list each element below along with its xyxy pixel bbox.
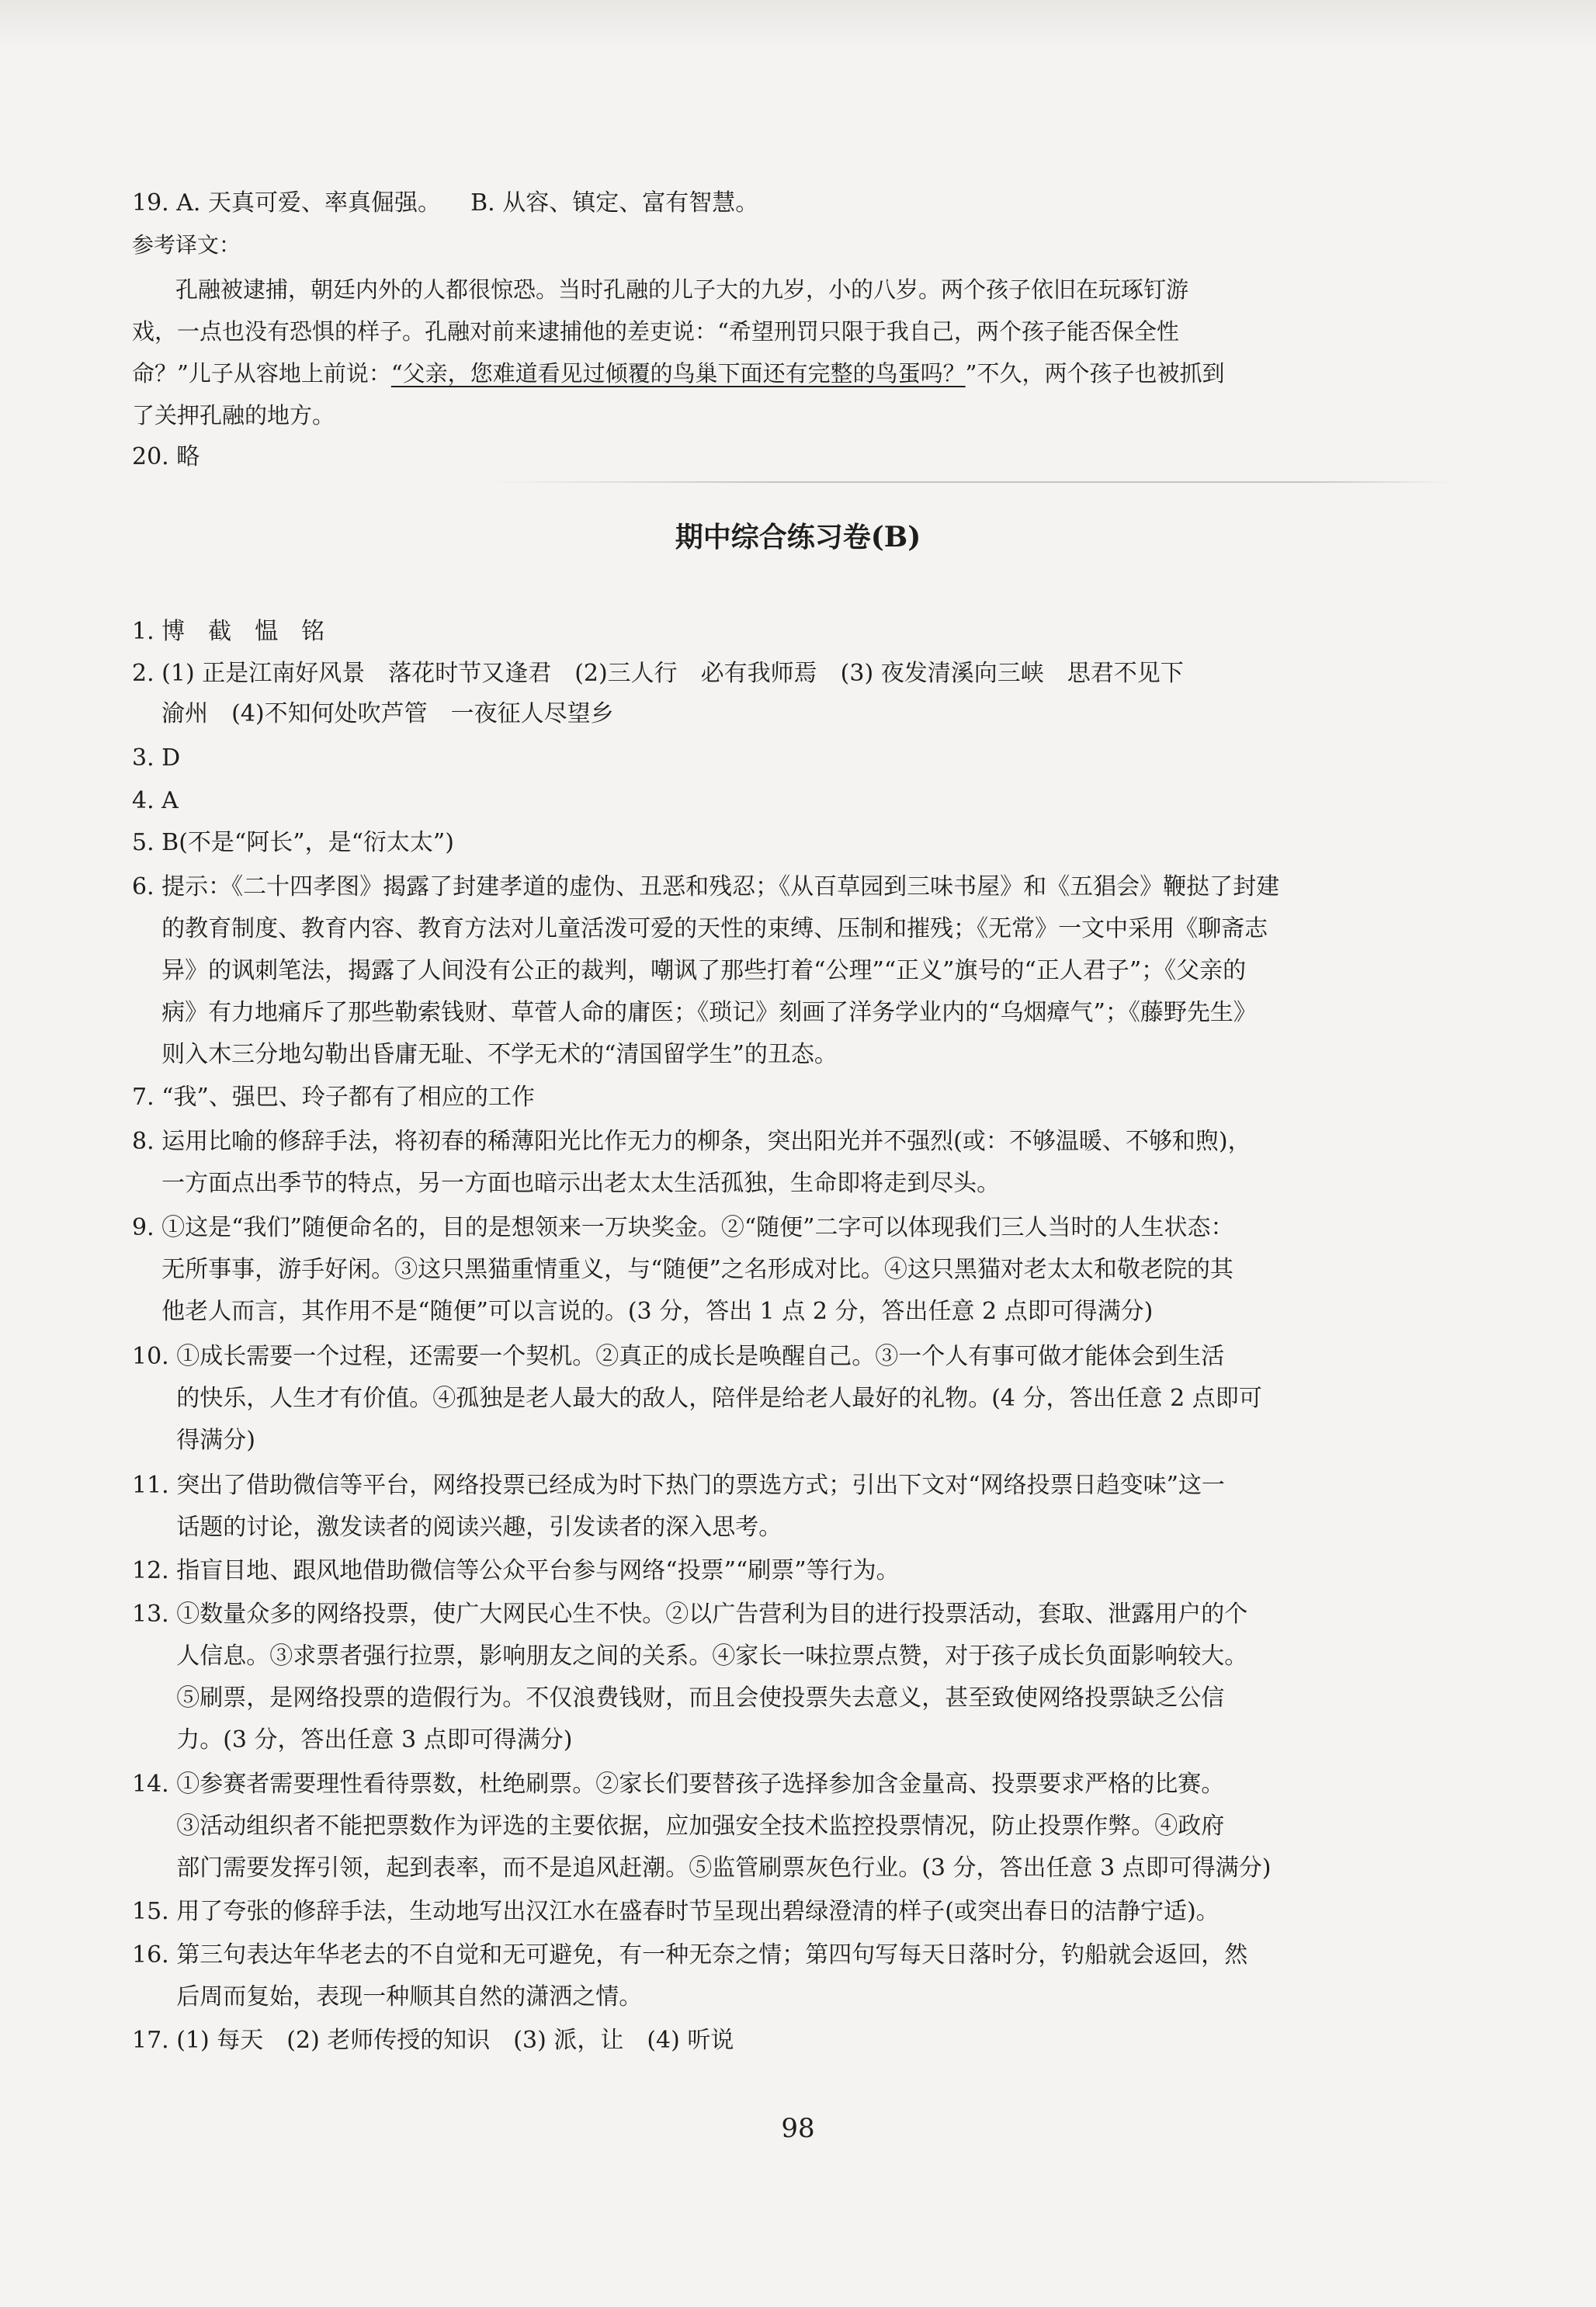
page-number: 98: [781, 2113, 815, 2144]
answer-line: 15. 用了夸张的修辞手法，生动地写出汉江水在盛春时节呈现出碧绿澄清的样子(或突出春日的洁静宁适)。: [132, 1898, 1220, 1925]
answer-line: 的快乐，人生才有价值。④孤独是老人最大的敌人，陪伴是给老人最好的礼物。(4 分，答出任意 2 点即可: [132, 1385, 1262, 1412]
answer-line: 13. ①数量众多的网络投票，使广大网民心生不快。②以广告营利为目的进行投票活动，套取、泄露用户的个: [132, 1601, 1248, 1628]
answer-line: 异》的讽刺笔法，揭露了人间没有公正的裁判，嘲讽了那些打着“公理”“正义”旗号的“正人君子”；《父亲的: [132, 957, 1247, 984]
answer-line: 人信息。③求票者强行拉票，影响朋友之间的关系。④家长一味拉票点赞，对于孩子成长负面影响较大。: [132, 1643, 1248, 1670]
answer-line: 11. 突出了借助微信等平台，网络投票已经成为时下热门的票选方式；引出下文对“网络投票日趋变味”这一: [132, 1472, 1225, 1499]
section-divider: [489, 481, 1452, 483]
answer-line: 8. 运用比喻的修辞手法，将初春的稀薄阳光比作无力的柳条，突出阳光并不强烈(或：不够温暖、不够和煦)，: [132, 1128, 1251, 1155]
answer-line: 10. ①成长需要一个过程，还需要一个契机。②真正的成长是唤醒自己。③一个人有事可做才能体会到生活: [132, 1343, 1225, 1370]
answer-line: 5. B(不是“阿长”，是“衍太太”): [132, 829, 454, 856]
answer-line: 16. 第三句表达年华老去的不自觉和无可避免，有一种无奈之情；第四句写每天日落时分，钓船就会返回，然: [132, 1941, 1248, 1969]
answer-line: 后周而复始，表现一种顺其自然的潇洒之情。: [132, 1983, 643, 2010]
scan-edge-shadow: [0, 0, 1596, 47]
translation-line-3: [132, 359, 1224, 388]
answer-line: ⑤刷票，是网络投票的造假行为。不仅浪费钱财，而且会使投票失去意义，甚至致使网络投票缺乏公信: [132, 1684, 1225, 1712]
answer-line: 渝州 (4)不知何处吹芦管 一夜征人尽望乡: [132, 700, 614, 727]
reference-translation-label: 参考译文：: [132, 232, 241, 258]
section-title: 期中综合练习卷(B): [675, 521, 921, 553]
answer-line: 无所事事，游手好闲。③这只黑猫重情重义，与“随便”之名形成对比。④这只黑猫对老太太和敬老院的其: [132, 1256, 1233, 1283]
answer-line: 话题的讨论，激发读者的阅读兴趣，引发读者的深入思考。: [132, 1514, 782, 1541]
answer-line: 17. (1) 每天 (2) 老师传授的知识 (3) 派，让 (4) 听说: [132, 2027, 734, 2054]
answer-line: 力。(3 分，答出任意 3 点即可得满分): [132, 1726, 573, 1754]
answer-line: 得满分): [132, 1427, 255, 1454]
answer-19: 19. A. 天真可爱、率真倔强。 B. 从容、镇定、富有智慧。: [132, 189, 759, 217]
answer-line: 他老人而言，其作用不是“随便”可以言说的。(3 分，答出 1 点 2 分，答出任意 2 点即可得满分): [132, 1298, 1154, 1325]
translation-line-3-end: ”不久，两个孩子也被抓到: [965, 360, 1225, 387]
answer-20: 20. 略: [132, 443, 200, 470]
translation-line-3-start: 命？”儿子从容地上前说：: [132, 360, 391, 387]
answer-line: 14. ①参赛者需要理性看待票数，杜绝刷票。②家长们要替孩子选择参加含金量高、投票要求严格的比赛。: [132, 1771, 1225, 1798]
answer-line: 12. 指盲目地、跟风地借助微信等公众平台参与网络“投票”“刷票”等行为。: [132, 1557, 900, 1584]
answer-line: 9. ①这是“我们”随便命名的，目的是想领来一万块奖金。②“随便”二字可以体现我们三人当时的人生状态：: [132, 1214, 1234, 1241]
translation-line-1: 孔融被逮捕，朝廷内外的人都很惊恐。当时孔融的儿子大的九岁，小的八岁。两个孩子依旧在玩琢钉游: [175, 276, 1189, 303]
answer-line: 4. A: [132, 787, 179, 814]
answer-line: 3. D: [132, 744, 181, 772]
answer-line: 一方面点出季节的特点，另一方面也暗示出老太太生活孤独，生命即将走到尽头。: [132, 1170, 1001, 1197]
answer-line: 1. 博 截 愠 铭: [132, 618, 325, 645]
translation-line-2: 戏，一点也没有恐惧的样子。孔融对前来逮捕他的差吏说：“希望刑罚只限于我自己，两个孩子能否保全性: [132, 318, 1179, 345]
answer-line: 病》有力地痛斥了那些勒索钱财、草菅人命的庸医；《琐记》刻画了洋务学业内的“乌烟瘴气”；《藤野先生》: [132, 999, 1257, 1026]
answer-line: 7. “我”、强巴、玲子都有了相应的工作: [132, 1084, 535, 1111]
answer-line: 的教育制度、教育内容、教育方法对儿童活泼可爱的天性的束缚、压制和摧残；《无常》一文中采用《聊斋志: [132, 915, 1268, 942]
answer-line: 则入木三分地勾勒出昏庸无耻、不学无术的“清国留学生”的丑态。: [132, 1041, 838, 1068]
translation-line-4: 了关押孔融的地方。: [132, 402, 335, 428]
answer-line: 2. (1) 正是江南好风景 落花时节又逢君 (2)三人行 必有我师焉 (3) 夜发清溪向三峡 思君不见下: [132, 660, 1184, 687]
answer-line: 部门需要发挥引领，起到表率，而不是追风赶潮。⑤监管刷票灰色行业。(3 分，答出任意 3 点即可得满分): [132, 1854, 1272, 1882]
answer-line: ③活动组织者不能把票数作为评选的主要依据，应加强安全技术监控投票情况，防止投票作弊。④政府: [132, 1813, 1225, 1840]
answer-line: 6. 提示：《二十四孝图》揭露了封建孝道的虚伪、丑恶和残忍；《从百草园到三味书屋》和《五猖会》鞭挞了封建: [132, 873, 1280, 900]
underlined-quote: “父亲，您难道看见过倾覆的鸟巢下面还有完整的鸟蛋吗？: [390, 360, 966, 387]
